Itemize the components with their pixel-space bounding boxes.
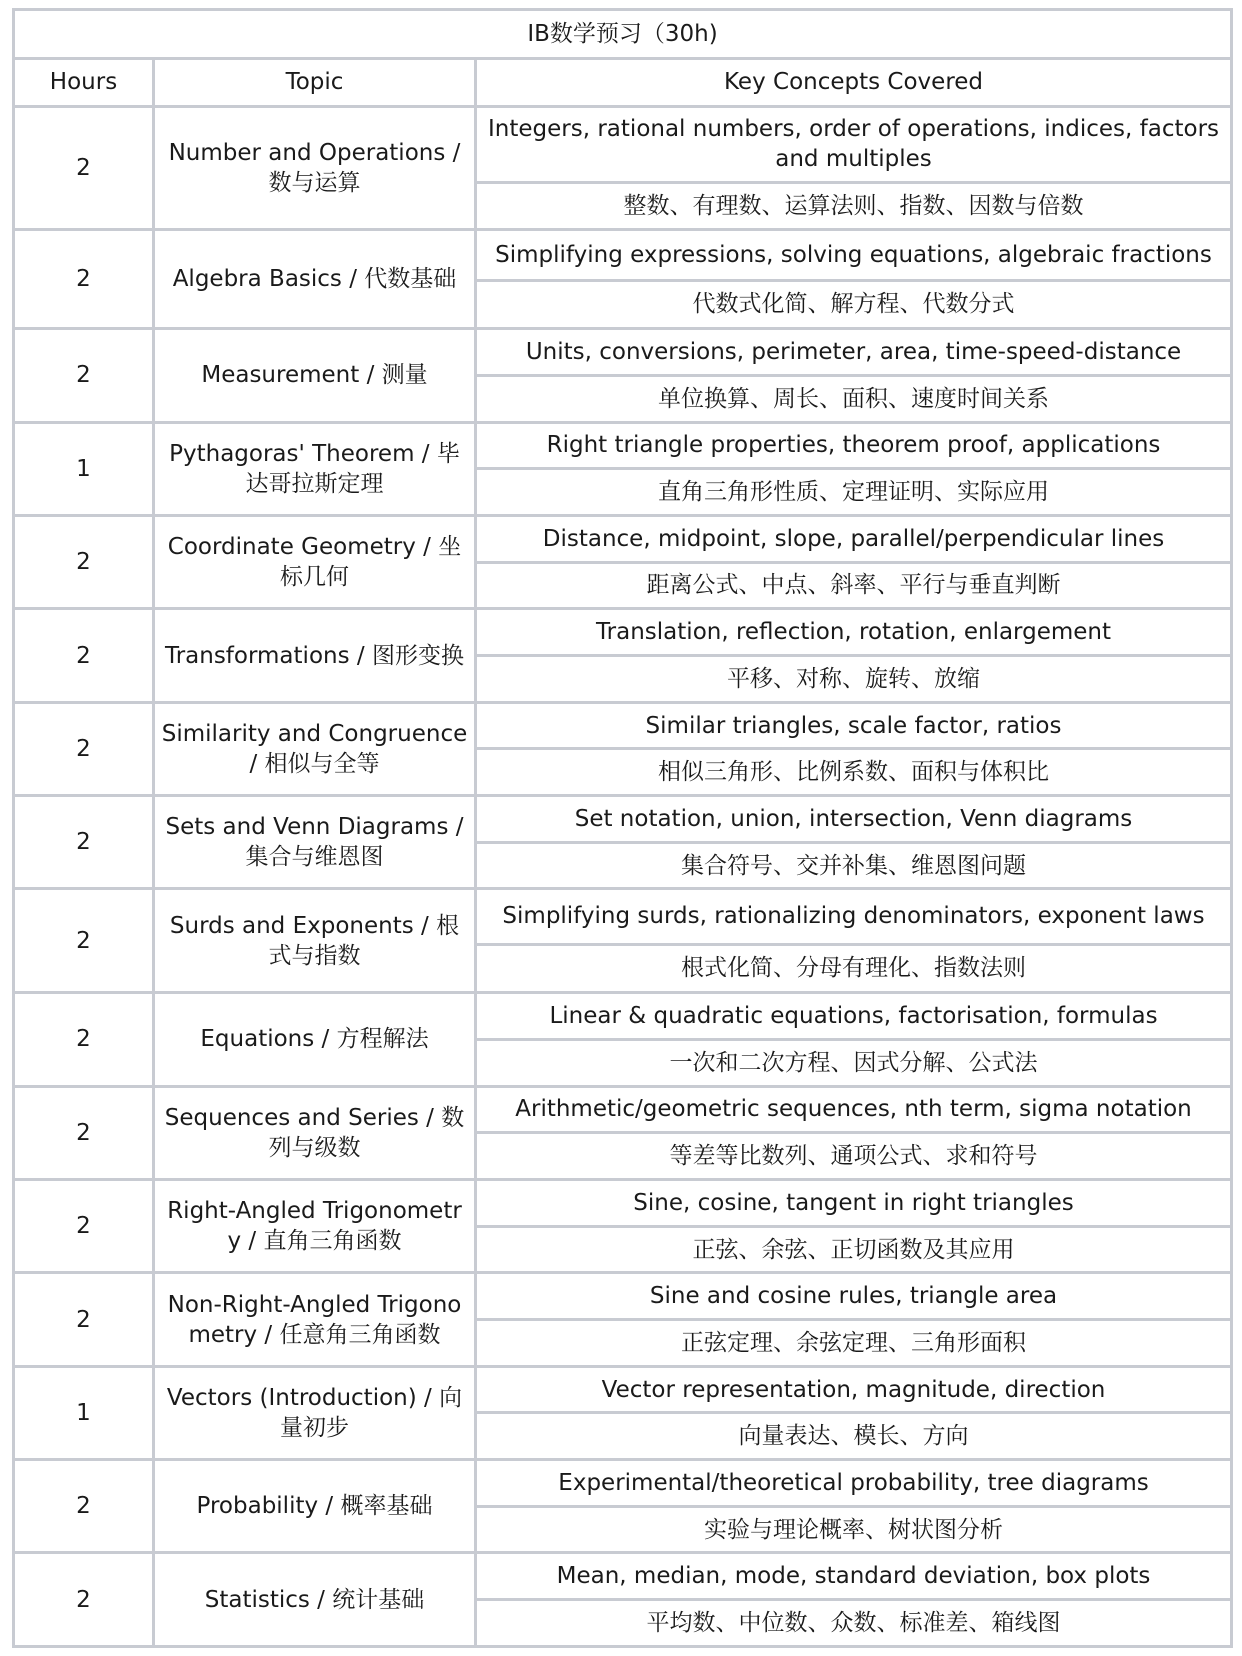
header-row (14, 58, 1232, 106)
hours-cell: 2 (14, 1086, 154, 1179)
course-table-body (14, 10, 1232, 1647)
table-row (14, 1086, 1232, 1133)
hours-cell: 2 (14, 993, 154, 1086)
topic-cell: Probability / 概率基础 (154, 1460, 476, 1553)
key-concepts-zh: 集合符号、交并补集、维恩图问题 (476, 842, 1232, 889)
table-row (14, 106, 1232, 182)
hours-cell: 2 (14, 106, 154, 229)
topic-cell: Algebra Basics / 代数基础 (154, 229, 476, 329)
key-concepts-en: Set notation, union, intersection, Venn diagrams (476, 796, 1232, 843)
key-concepts-zh: 等差等比数列、通项公式、求和符号 (476, 1133, 1232, 1180)
key-concepts-en: Vector representation, magnitude, direction (476, 1366, 1232, 1413)
key-concepts-zh: 正弦定理、余弦定理、三角形面积 (476, 1320, 1232, 1367)
table-row (14, 1460, 1232, 1507)
key-concepts-zh: 向量表达、模长、方向 (476, 1413, 1232, 1460)
key-concepts-en: Simplifying surds, rationalizing denominators, exponent laws (476, 889, 1232, 944)
hours-cell: 2 (14, 1460, 154, 1553)
key-concepts-zh: 一次和二次方程、因式分解、公式法 (476, 1039, 1232, 1086)
key-concepts-zh: 整数、有理数、运算法则、指数、因数与倍数 (476, 182, 1232, 229)
topic-cell: Vectors (Introduction) / 向量初步 (154, 1366, 476, 1459)
hours-cell: 2 (14, 1553, 154, 1647)
hours-cell: 2 (14, 702, 154, 795)
key-concepts-zh: 单位换算、周长、面积、速度时间关系 (476, 375, 1232, 422)
hours-cell: 2 (14, 329, 154, 422)
topic-cell: Statistics / 统计基础 (154, 1553, 476, 1647)
topic-cell: Measurement / 测量 (154, 329, 476, 422)
key-concepts-en: Sine, cosine, tangent in right triangles (476, 1180, 1232, 1227)
hours-cell: 2 (14, 1273, 154, 1366)
key-concepts-zh: 平移、对称、旋转、放缩 (476, 656, 1232, 703)
key-concepts-en: Simplifying expressions, solving equations, algebraic fractions (476, 229, 1232, 280)
hours-cell: 2 (14, 609, 154, 702)
key-concepts-zh: 平均数、中位数、众数、标准差、箱线图 (476, 1600, 1232, 1647)
topic-cell: Surds and Exponents / 根式与指数 (154, 889, 476, 993)
topic-cell: Right-Angled Trigonometry / 直角三角函数 (154, 1180, 476, 1273)
table-row (14, 609, 1232, 656)
topic-cell: Transformations / 图形变换 (154, 609, 476, 702)
key-concepts-en: Mean, median, mode, standard deviation, box plots (476, 1553, 1232, 1600)
key-concepts-zh: 实验与理论概率、树状图分析 (476, 1506, 1232, 1553)
table-row (14, 889, 1232, 944)
header-key-concepts: Key Concepts Covered (476, 58, 1232, 106)
table-row (14, 1273, 1232, 1320)
topic-cell: Equations / 方程解法 (154, 993, 476, 1086)
topic-cell: Coordinate Geometry / 坐标几何 (154, 515, 476, 608)
key-concepts-en: Units, conversions, perimeter, area, time-speed-distance (476, 329, 1232, 376)
table-row (14, 515, 1232, 562)
table-row (14, 1553, 1232, 1600)
topic-cell: Sequences and Series / 数列与级数 (154, 1086, 476, 1179)
key-concepts-en: Experimental/theoretical probability, tree diagrams (476, 1460, 1232, 1507)
title-row (14, 10, 1232, 59)
key-concepts-zh: 根式化简、分母有理化、指数法则 (476, 944, 1232, 993)
key-concepts-en: Similar triangles, scale factor, ratios (476, 702, 1232, 749)
key-concepts-en: Integers, rational numbers, order of operations, indices, factors and multiples (476, 106, 1232, 182)
key-concepts-zh: 代数式化简、解方程、代数分式 (476, 280, 1232, 329)
topic-cell: Non-Right-Angled Trigonometry / 任意角三角函数 (154, 1273, 476, 1366)
course-table (12, 8, 1233, 1648)
header-hours: Hours (14, 58, 154, 106)
table-row (14, 329, 1232, 376)
key-concepts-zh: 直角三角形性质、定理证明、实际应用 (476, 469, 1232, 516)
header-topic: Topic (154, 58, 476, 106)
key-concepts-en: Right triangle properties, theorem proof, applications (476, 422, 1232, 469)
table-row (14, 1180, 1232, 1227)
key-concepts-zh: 正弦、余弦、正切函数及其应用 (476, 1226, 1232, 1273)
table-title: IB数学预习（30h) (14, 10, 1232, 59)
table-row (14, 796, 1232, 843)
key-concepts-en: Arithmetic/geometric sequences, nth term, sigma notation (476, 1086, 1232, 1133)
key-concepts-en: Translation, reflection, rotation, enlargement (476, 609, 1232, 656)
hours-cell: 2 (14, 229, 154, 329)
key-concepts-en: Distance, midpoint, slope, parallel/perpendicular lines (476, 515, 1232, 562)
key-concepts-zh: 距离公式、中点、斜率、平行与垂直判断 (476, 562, 1232, 609)
hours-cell: 1 (14, 1366, 154, 1459)
topic-cell: Sets and Venn Diagrams / 集合与维恩图 (154, 796, 476, 889)
hours-cell: 1 (14, 422, 154, 515)
course-table-container (12, 8, 1230, 1648)
table-row (14, 1366, 1232, 1413)
key-concepts-zh: 相似三角形、比例系数、面积与体积比 (476, 749, 1232, 796)
table-row (14, 229, 1232, 280)
key-concepts-en: Sine and cosine rules, triangle area (476, 1273, 1232, 1320)
topic-cell: Number and Operations / 数与运算 (154, 106, 476, 229)
hours-cell: 2 (14, 796, 154, 889)
hours-cell: 2 (14, 889, 154, 993)
table-row (14, 993, 1232, 1040)
hours-cell: 2 (14, 515, 154, 608)
table-row (14, 422, 1232, 469)
table-row (14, 702, 1232, 749)
topic-cell: Pythagoras' Theorem / 毕达哥拉斯定理 (154, 422, 476, 515)
hours-cell: 2 (14, 1180, 154, 1273)
key-concepts-en: Linear & quadratic equations, factorisation, formulas (476, 993, 1232, 1040)
topic-cell: Similarity and Congruence / 相似与全等 (154, 702, 476, 795)
